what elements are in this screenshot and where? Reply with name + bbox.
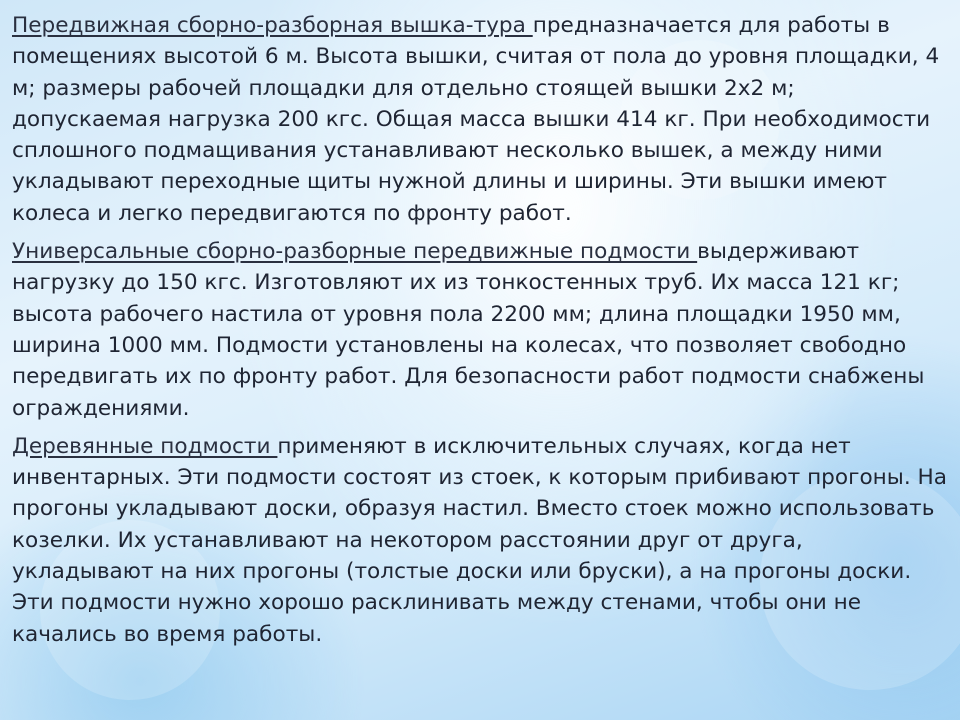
paragraph-text: выдерживают нагрузку до 150 кгс. Изготовляют их из тонкостенных труб. Их масса 121 кг; высота рабочего настила от уровня пола 2200 мм; длина площадки 1950 мм, ширина 1000 мм. Подмости установлены на колесах, что позволяет свободно передвигать их по фронту работ. Для безопасности работ подмости снабжены ограждениями. (12, 239, 925, 421)
paragraph-text: применяют в исключительных случаях, когда нет инвентарных. Эти подмости состоят из стоек, к которым прибивают прогоны. На прогоны укладывают доски, образуя настил. Вместо стоек можно использовать козелки. Их устанавливают на некотором расстоянии друг от друга, укладывают на них прогоны (толстые доски или бруски), а на прогоны доски. Эти подмости нужно хорошо расклинивать между стенами, чтобы они не качались во время работы. (12, 433, 948, 647)
slide-body-text (12, 10, 948, 650)
term-universal-scaffold: Универсальные сборно-разборные передвижные подмости (12, 239, 698, 265)
paragraph-wooden-scaffold (12, 431, 948, 650)
term-wooden-scaffold: Деревянные подмости (12, 433, 278, 459)
paragraph-universal-scaffold (12, 236, 948, 424)
paragraph-text: предназначается для работы в помещениях высотой 6 м. Высота вышки, считая от пола до уровня площадки, 4 м; размеры рабочей площадки для отдельно стоящей вышки 2х2 м; допускаемая нагрузка 200 кгс. Общая масса вышки 414 кг. При необходимости сплошного подмащивания устанавливают несколько вышек, а между ними укладывают переходные щиты нужной длины и ширины. Эти вышки имеют колеса и легко передвигаются по фронту работ. (12, 13, 940, 226)
term-mobile-tower: Передвижная сборно-разборная вышка-тура (12, 13, 533, 38)
paragraph-mobile-tower (12, 10, 948, 229)
